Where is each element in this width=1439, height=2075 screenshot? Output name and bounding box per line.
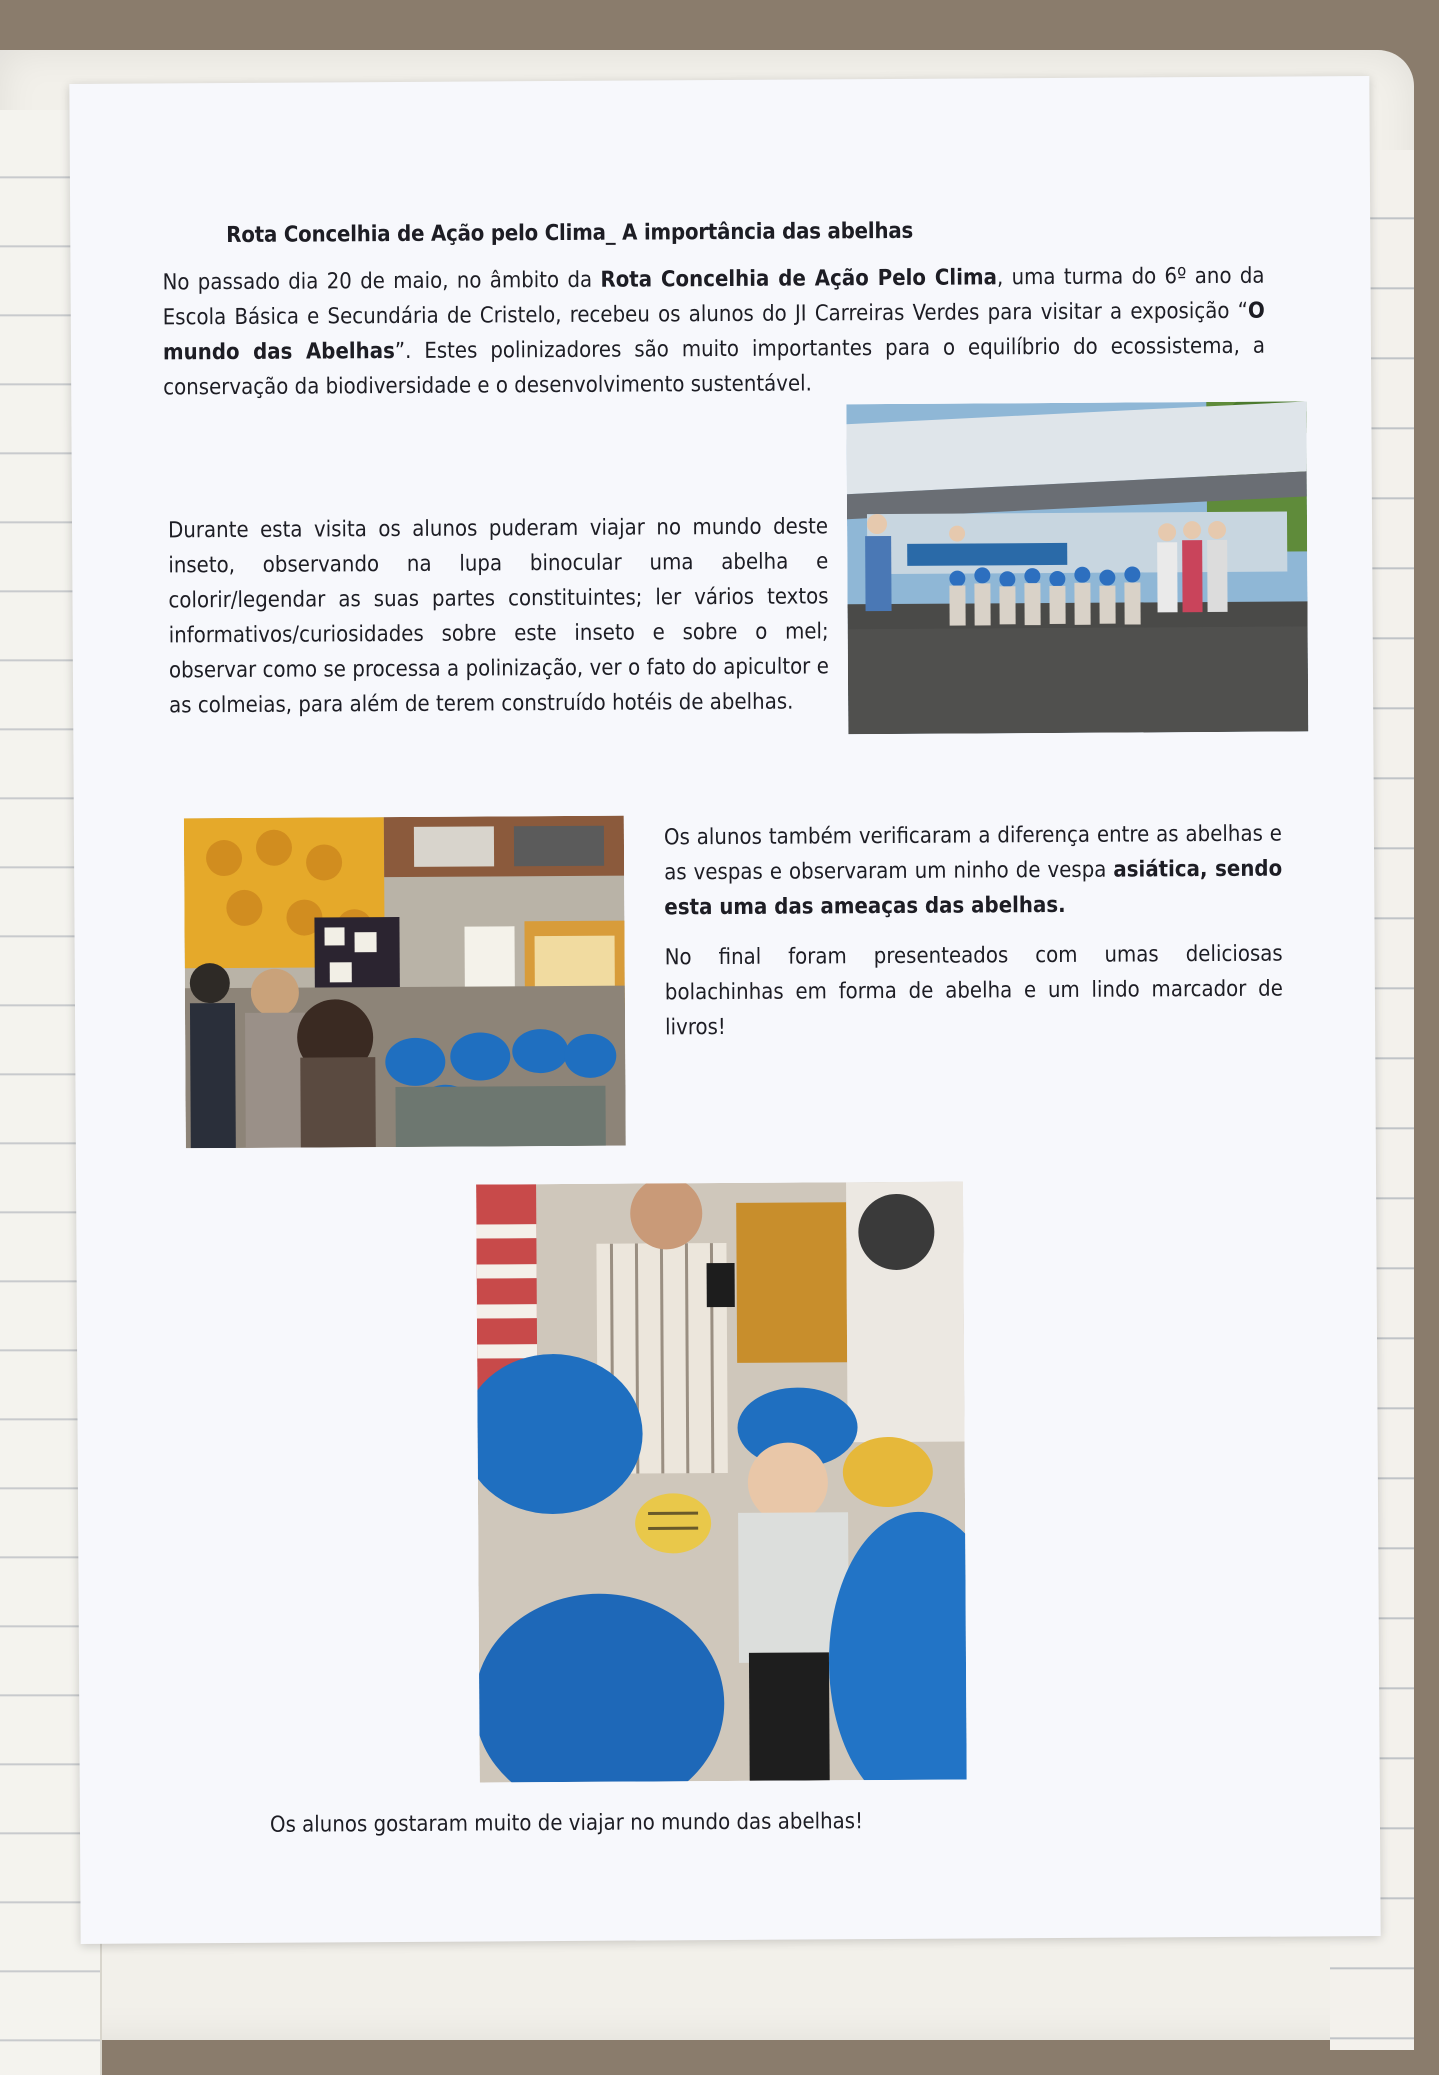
group-photo-image <box>846 401 1308 734</box>
exhibition-photo-image <box>184 816 626 1149</box>
ending-paragraph: No final foram presenteados com umas deliciosas bolachinhas em forma de abelha e um lindo marcador de livros! <box>665 937 1284 1046</box>
intro-paragraph <box>162 259 1265 406</box>
wasps-text: Os alunos também verificaram a diferença entre as abelhas e as vespas e observaram um ninho de vespa <box>664 822 1282 886</box>
wasps-paragraph <box>664 817 1283 926</box>
printed-sheet <box>69 76 1380 1944</box>
intro-text-3: ”. Estes polinizadores são muito importantes para o equilíbrio do ecossistema, a conservação da biodiversidade e o desenvolvimento sustentável. <box>163 334 1265 401</box>
intro-bold-2: O mundo das Abelhas <box>163 299 1265 366</box>
intro-bold-1: Rota Concelhia de Ação Pelo Clima <box>600 265 997 292</box>
closing-caption: Os alunos gostaram muito de viajar no mundo das abelhas! <box>270 1809 863 1838</box>
child-photo <box>476 1182 967 1783</box>
child-photo-image <box>476 1182 967 1783</box>
intro-text-2: , uma turma do 6º ano da Escola Básica e Secundária de Cristelo, recebeu os alunos do JI Carreiras Verdes para visitar a exposição “ <box>163 264 1265 331</box>
intro-text-1: No passado dia 20 de maio, no âmbito da <box>162 268 600 296</box>
visit-paragraph: Durante esta visita os alunos puderam viajar no mundo deste inseto, observando na lupa binocular uma abelha e colorir/legendar as suas partes constituintes; ler vários textos informativos/curiosidades sobre este inseto e sobre o mel; observar como se processa a polinização, ver o fato do apicultor e as colmeias, para além de terem construído hotéis de abelhas. <box>168 509 829 723</box>
wasps-bold: asiática, sendo esta uma das ameaças das abelhas. <box>664 857 1282 921</box>
group-photo <box>846 401 1308 734</box>
exhibition-photo <box>184 816 626 1149</box>
article-title: Rota Concelhia de Ação pelo Clima_ A importância das abelhas <box>226 219 913 248</box>
